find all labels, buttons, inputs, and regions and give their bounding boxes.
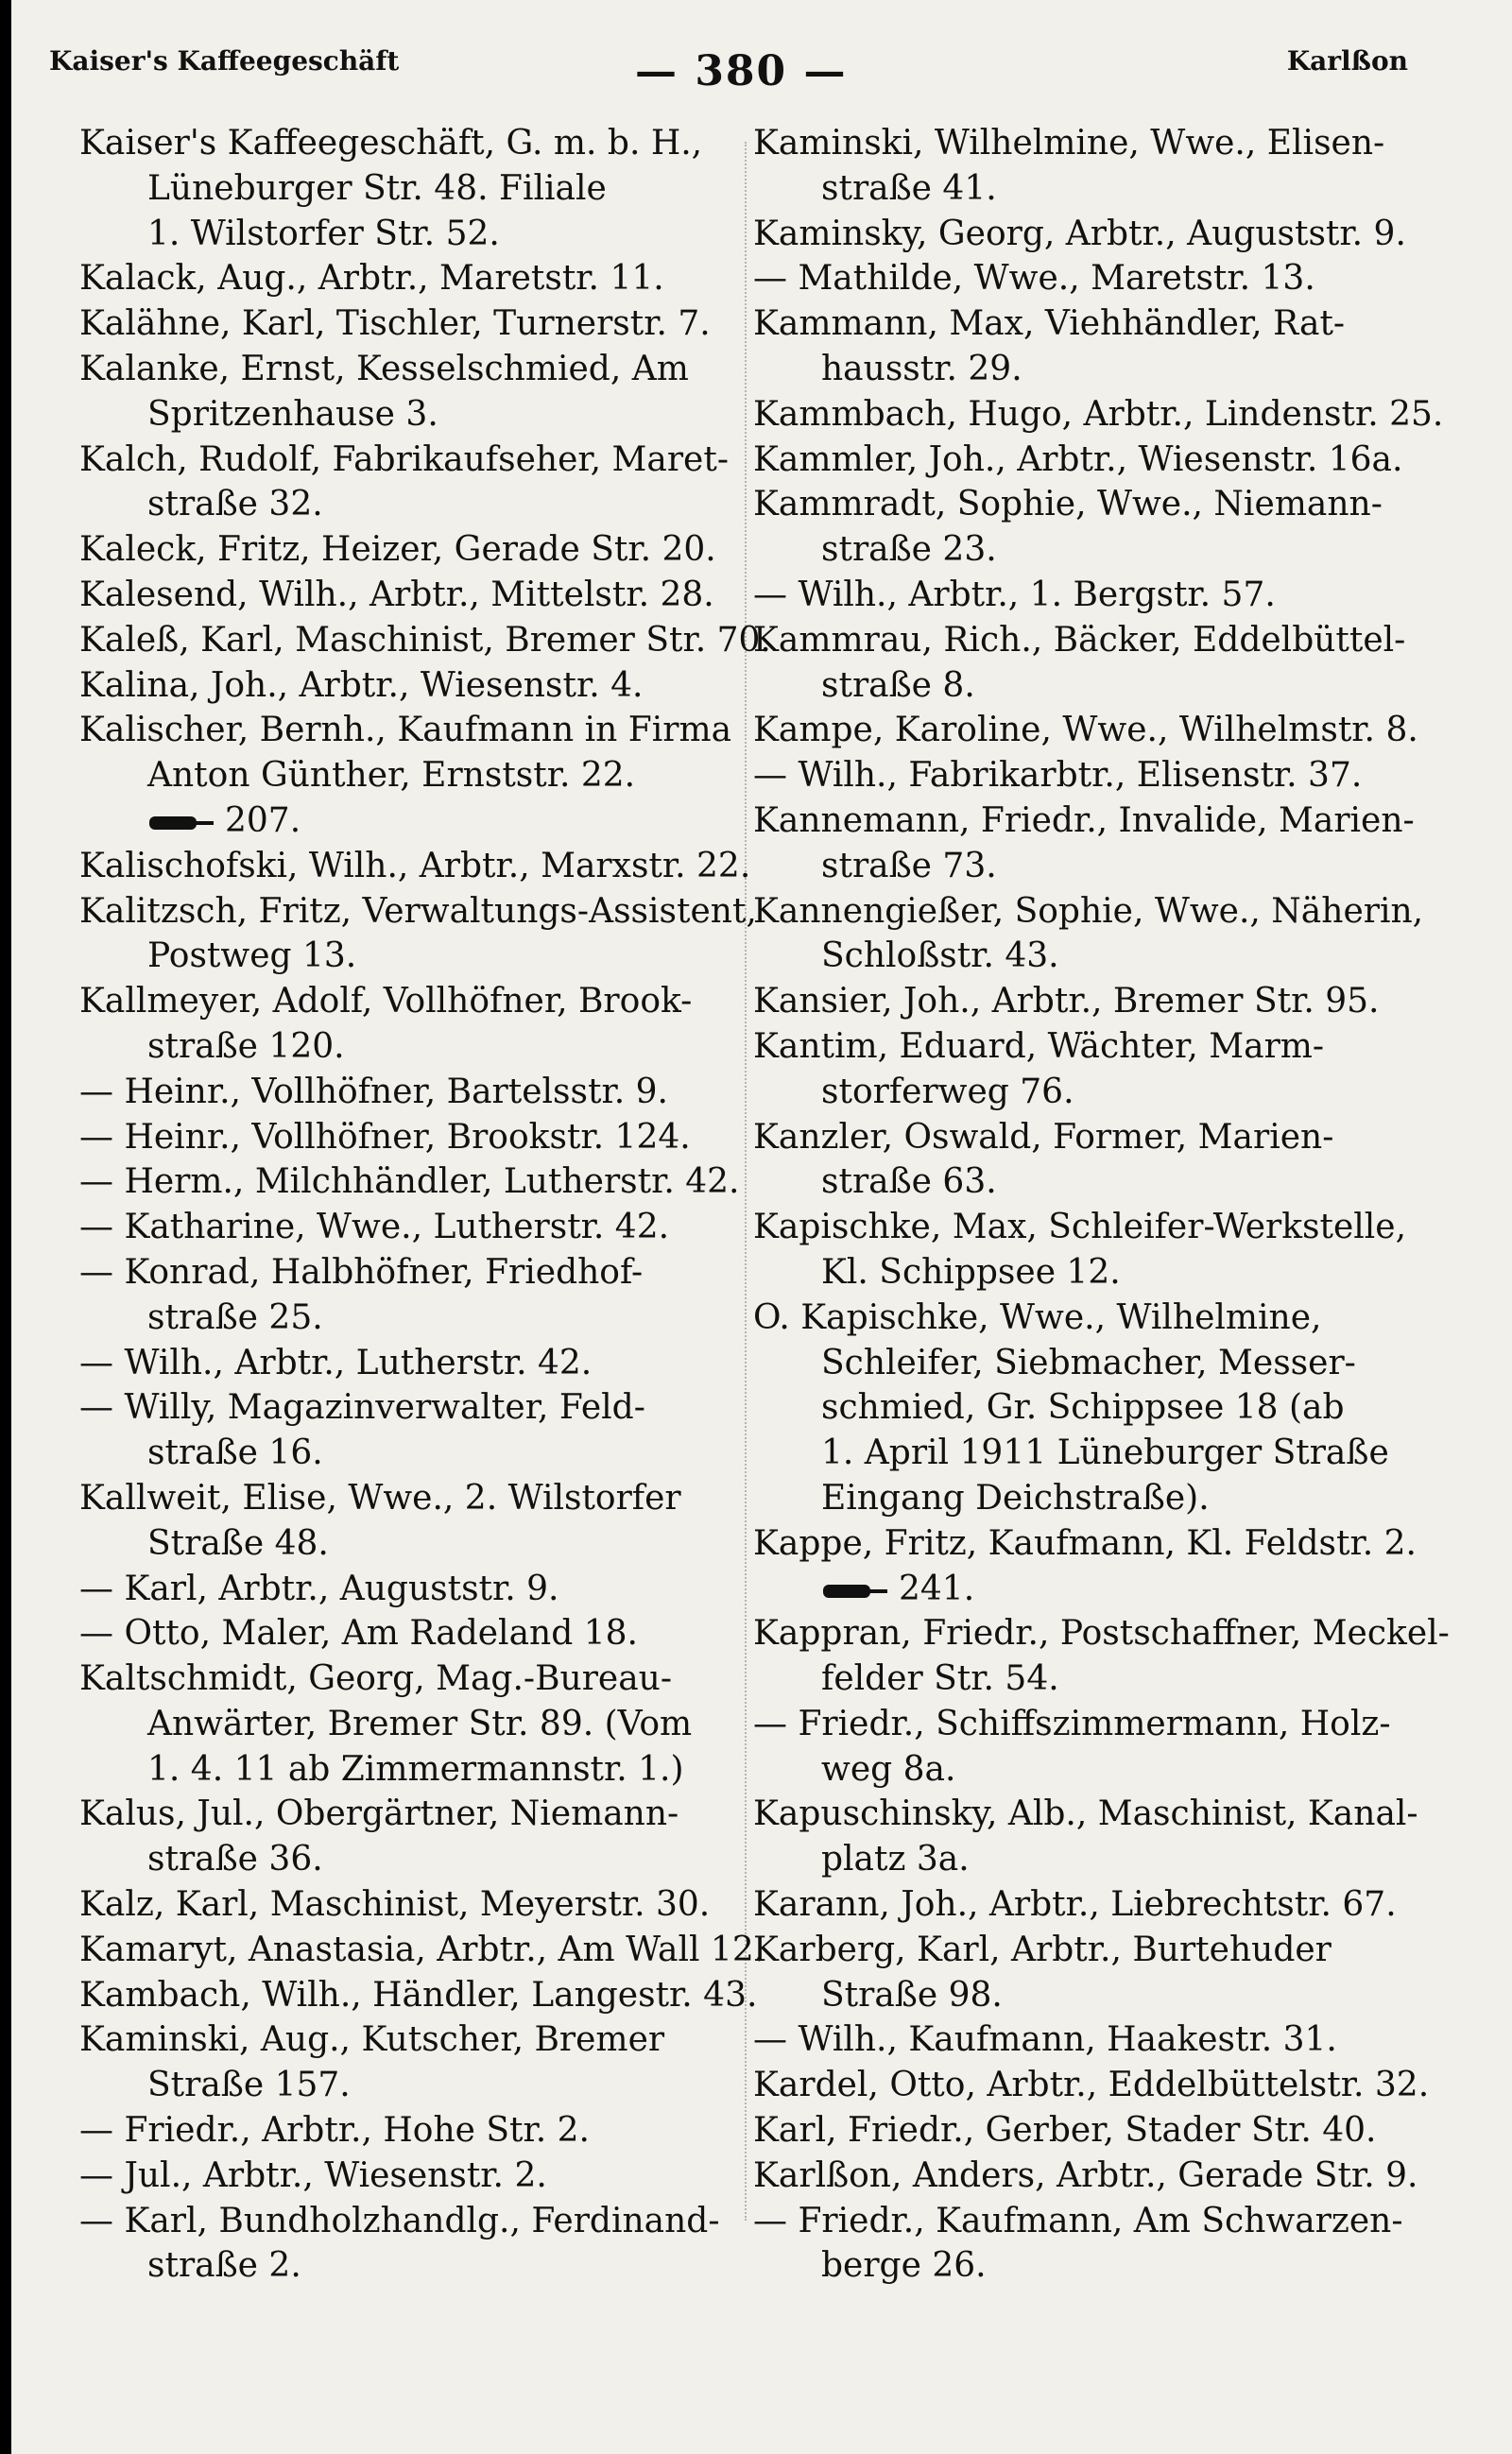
entry-continuation-line [753, 934, 1415, 979]
entry-continuation-line [753, 166, 1415, 212]
entry-text: Kalähne, Karl, Tischler, Turnerstr. 7. [79, 304, 711, 344]
directory-entry-line [79, 1115, 750, 1160]
entry-text: Karberg, Karl, Arbtr., Burtehuder [753, 1930, 1332, 1969]
entry-continuation-line [79, 212, 750, 257]
entry-text: storferweg 76. [821, 1072, 1074, 1111]
entry-text: Schloßstr. 43. [821, 936, 1059, 976]
left-column [79, 121, 771, 2289]
entry-text: Kalina, Joh., Arbtr., Wiesenstr. 4. [79, 665, 644, 705]
entry-continuation-line [753, 1341, 1415, 1386]
entry-text: Kalack, Aug., Arbtr., Maretstr. 11. [79, 259, 664, 299]
entry-text: Kappran, Friedr., Postschaffner, Meckel- [753, 1614, 1450, 1654]
entry-text: 1. 4. 11 ab Zimmermannstr. 1.) [147, 1749, 684, 1789]
directory-entry-line [79, 1476, 750, 1521]
entry-text: Kaiser's Kaffeegeschäft, G. m. b. H., [79, 124, 703, 163]
directory-entry-line [753, 1928, 1415, 1973]
entry-text: — Konrad, Halbhöfner, Friedhof- [79, 1252, 644, 1292]
directory-entry-line [79, 256, 750, 301]
entry-continuation-line [753, 2243, 1415, 2289]
directory-entry-line [753, 1882, 1415, 1928]
entry-text: — Heinr., Vollhöfner, Bartelsstr. 9. [79, 1072, 668, 1111]
entry-text: Karl, Friedr., Gerber, Stader Str. 40. [753, 2111, 1377, 2151]
entry-text: Kalus, Jul., Obergärtner, Niemann- [79, 1794, 679, 1834]
directory-entry-line [753, 798, 1415, 844]
entry-text: Kalischofski, Wilh., Arbtr., Marxstr. 22. [79, 846, 751, 885]
entry-continuation-line [753, 347, 1415, 392]
entry-text: Kardel, Otto, Arbtr., Eddelbüttelstr. 32. [753, 2066, 1430, 2105]
directory-entry-line [79, 1567, 750, 1612]
directory-entry-line [79, 1882, 750, 1928]
entry-continuation-line [79, 798, 750, 844]
directory-entry-line [79, 889, 757, 935]
entry-text: Kansier, Joh., Arbtr., Bremer Str. 95. [753, 982, 1380, 1021]
directory-entry-line [753, 1792, 1418, 1837]
entry-text: straße 25. [147, 1297, 323, 1337]
directory-entry-line [753, 889, 1424, 935]
entry-continuation-line [753, 1070, 1415, 1115]
entry-text: Kammler, Joh., Arbtr., Wiesenstr. 16a. [753, 439, 1403, 479]
running-head-left: Kaiser's Kaffeegeschäft [49, 45, 400, 77]
entry-continuation-line [753, 1159, 1415, 1205]
directory-entry-line [753, 618, 1415, 663]
entry-text: straße 36. [147, 1840, 323, 1879]
entry-text: Kallmeyer, Adolf, Vollhöfner, Brook- [79, 982, 693, 1021]
directory-entry-line [79, 844, 750, 889]
directory-entry-line [79, 2154, 750, 2199]
entry-text: — Friedr., Schiffszimmermann, Holz- [753, 1704, 1391, 1743]
entry-text: Kaminsky, Georg, Arbtr., Auguststr. 9. [753, 214, 1406, 253]
entry-continuation-line [753, 1656, 1415, 1702]
directory-entry-line [753, 482, 1415, 527]
directory-entry-line [753, 2108, 1415, 2154]
entry-text: Kannengießer, Sophie, Wwe., Näherin, [753, 891, 1424, 931]
entry-text: Kl. Schippsee 12. [821, 1252, 1121, 1292]
directory-entry-line [79, 1385, 750, 1431]
entry-text: Kallweit, Elise, Wwe., 2. Wilstorfer [79, 1478, 681, 1518]
directory-entry-line [79, 2017, 750, 2063]
entry-continuation-line [753, 1837, 1415, 1882]
entry-text: — Friedr., Arbtr., Hohe Str. 2. [79, 2111, 590, 2151]
entry-text: Kanzler, Oswald, Former, Marien- [753, 1117, 1334, 1157]
entry-text: Kaminski, Aug., Kutscher, Bremer [79, 2020, 665, 2060]
entry-continuation-line [753, 1747, 1415, 1793]
entry-text: 1. Wilstorfer Str. 52. [147, 214, 500, 253]
entry-text: — Wilh., Arbtr., 1. Bergstr. 57. [753, 575, 1276, 614]
directory-entry-line [753, 392, 1444, 438]
entry-text: weg 8a. [821, 1749, 956, 1789]
entry-text: Kamaryt, Anastasia, Arbtr., Am Wall 12. [79, 1930, 765, 1969]
entry-text: straße 32. [147, 485, 323, 524]
directory-entry-line [79, 2108, 750, 2154]
entry-text: Kaminski, Wilhelmine, Wwe., Elisen- [753, 124, 1385, 163]
directory-entry-line [753, 1024, 1415, 1070]
entry-text: Kalch, Rudolf, Fabrikaufseher, Maret- [79, 439, 729, 479]
directory-entry-line [753, 1521, 1415, 1567]
directory-entry-line [753, 573, 1415, 618]
directory-entry-line [753, 301, 1415, 347]
directory-entry-line [79, 1159, 750, 1205]
entry-text: straße 41. [821, 168, 997, 208]
directory-entry-line [79, 1611, 750, 1656]
directory-entry-line [79, 618, 771, 663]
entry-text: 1. April 1911 Lüneburger Straße [821, 1433, 1389, 1473]
directory-entry-line [79, 1205, 750, 1250]
right-column [753, 121, 1450, 2289]
directory-entry-line [753, 1702, 1415, 1747]
entry-continuation-line [79, 2063, 750, 2108]
directory-entry-line [753, 1296, 1415, 1341]
entry-text: 207. [225, 800, 301, 840]
entry-text: — Wilh., Fabrikarbtr., Elisenstr. 37. [753, 756, 1363, 796]
directory-entry-line [753, 2199, 1415, 2244]
entry-text: Kantim, Eduard, Wächter, Marm- [753, 1026, 1325, 1066]
entry-text: — Otto, Maler, Am Radeland 18. [79, 1614, 638, 1654]
entry-text: Straße 48. [147, 1523, 329, 1563]
entry-text: Postweg 13. [147, 936, 357, 976]
entry-text: — Mathilde, Wwe., Maretstr. 13. [753, 259, 1315, 299]
entry-text: Kannemann, Friedr., Invalide, Marien- [753, 800, 1415, 840]
entry-continuation-line [79, 1431, 750, 1476]
entry-text: O. Kapischke, Wwe., Wilhelmine, [753, 1297, 1322, 1337]
entry-text: Anwärter, Bremer Str. 89. (Vom [147, 1704, 693, 1743]
entry-continuation-line [79, 2243, 750, 2289]
entry-text: Karlßon, Anders, Arbtr., Gerade Str. 9. [753, 2155, 1418, 2195]
entry-continuation-line [79, 753, 750, 798]
entry-continuation-line [753, 844, 1415, 889]
entry-text: straße 63. [821, 1162, 997, 1202]
entry-text: Straße 98. [821, 1975, 1003, 2015]
directory-entry-line [753, 979, 1415, 1024]
entry-continuation-line [753, 1567, 1415, 1612]
directory-entry-line [79, 573, 750, 618]
entry-text: Anton Günther, Ernststr. 22. [147, 756, 636, 796]
entry-text: Lüneburger Str. 48. Filiale [147, 168, 607, 208]
directory-entry-line [79, 1250, 750, 1296]
directory-entry-line [79, 1656, 750, 1702]
directory-entry-line [79, 438, 750, 483]
entry-text: berge 26. [821, 2246, 987, 2286]
entry-text: Kampe, Karoline, Wwe., Wilhelmstr. 8. [753, 711, 1418, 750]
telephone-icon [147, 811, 215, 835]
directory-entry-line [79, 527, 750, 573]
entry-text: Kalanke, Ernst, Kesselschmied, Am [79, 349, 689, 388]
entry-continuation-line [753, 1250, 1415, 1296]
entry-text: — Karl, Arbtr., Auguststr. 9. [79, 1569, 559, 1608]
entry-text: Kammann, Max, Viehhändler, Rat- [753, 304, 1346, 344]
directory-entry-line [79, 708, 750, 753]
entry-continuation-line [79, 1747, 750, 1793]
entry-text: — Jul., Arbtr., Wiesenstr. 2. [79, 2155, 547, 2195]
entry-text: Kambach, Wilh., Händler, Langestr. 43. [79, 1975, 758, 2015]
entry-text: straße 2. [147, 2246, 301, 2286]
directory-entry-line [753, 1205, 1415, 1250]
entry-continuation-line [79, 392, 750, 438]
entry-continuation-line [79, 1521, 750, 1567]
entry-text: Kapischke, Max, Schleifer-Werkstelle, [753, 1208, 1407, 1247]
entry-text: — Wilh., Kaufmann, Haakestr. 31. [753, 2020, 1337, 2060]
entry-text: felder Str. 54. [821, 1659, 1059, 1699]
entry-text: straße 120. [147, 1026, 345, 1066]
entry-continuation-line [79, 166, 750, 212]
entry-text: hausstr. 29. [821, 349, 1022, 388]
entry-text: platz 3a. [821, 1840, 970, 1879]
directory-entry-line [79, 121, 750, 166]
entry-text: Karann, Joh., Arbtr., Liebrechtstr. 67. [753, 1885, 1397, 1925]
entry-text: straße 16. [147, 1433, 323, 1473]
entry-text: — Katharine, Wwe., Lutherstr. 42. [79, 1208, 670, 1247]
directory-entry-line [753, 1611, 1450, 1656]
entry-text: Kalesend, Wilh., Arbtr., Mittelstr. 28. [79, 575, 714, 614]
entry-continuation-line [753, 1431, 1415, 1476]
directory-entry-line [753, 212, 1415, 257]
directory-entry-line [79, 2199, 750, 2244]
directory-entry-line [79, 301, 750, 347]
entry-continuation-line [79, 1837, 750, 1882]
directory-entry-line [753, 708, 1418, 753]
directory-entry-line [79, 979, 750, 1024]
entry-text: — Herm., Milchhändler, Lutherstr. 42. [79, 1162, 740, 1202]
directory-entry-line [79, 1070, 750, 1115]
directory-entry-line [753, 2017, 1415, 2063]
entry-continuation-line [753, 1973, 1415, 2018]
entry-text: Kalz, Karl, Maschinist, Meyerstr. 30. [79, 1885, 711, 1925]
directory-entry-line [753, 256, 1415, 301]
entry-text: Kapuschinsky, Alb., Maschinist, Kanal- [753, 1794, 1418, 1834]
entry-text: Kammradt, Sophie, Wwe., Niemann- [753, 485, 1383, 524]
entry-text: Kaleß, Karl, Maschinist, Bremer Str. 70. [79, 620, 771, 660]
directory-entry-line [753, 1115, 1415, 1160]
entry-text: — Friedr., Kaufmann, Am Schwarzen- [753, 2201, 1403, 2240]
page-number: — 380 — [635, 47, 848, 95]
entry-text: straße 8. [821, 665, 975, 705]
entry-text: straße 23. [821, 530, 997, 570]
entry-continuation-line [79, 1296, 750, 1341]
entry-continuation-line [753, 663, 1415, 709]
entry-text: Eingang Deichstraße). [821, 1478, 1210, 1518]
directory-entry-line [79, 1928, 765, 1973]
entry-text: 241. [899, 1569, 975, 1608]
directory-entry-line [753, 753, 1415, 798]
entry-text: — Wilh., Arbtr., Lutherstr. 42. [79, 1343, 593, 1382]
directory-entry-line [753, 2063, 1430, 2108]
entry-text: Spritzenhause 3. [147, 394, 438, 434]
entry-text: Kaltschmidt, Georg, Mag.-Bureau- [79, 1659, 673, 1699]
entry-text: — Karl, Bundholzhandlg., Ferdinand- [79, 2201, 720, 2240]
running-head [11, 28, 1512, 94]
entry-text: Kalitzsch, Fritz, Verwaltungs-Assistent, [79, 891, 757, 931]
entry-text: schmied, Gr. Schippsee 18 (ab [821, 1388, 1345, 1428]
directory-entry-line [79, 1973, 758, 2018]
entry-continuation-line [79, 482, 750, 527]
directory-entry-line [753, 2154, 1418, 2199]
directory-entry-line [753, 121, 1415, 166]
directory-entry-line [79, 347, 750, 392]
directory-entry-line [79, 1341, 750, 1386]
directory-entry-line [79, 663, 750, 709]
entry-text: straße 73. [821, 846, 997, 885]
telephone-icon [821, 1579, 889, 1604]
entry-text: Schleifer, Siebmacher, Messer- [821, 1343, 1356, 1382]
entry-continuation-line [753, 527, 1415, 573]
entry-text: Kammbach, Hugo, Arbtr., Lindenstr. 25. [753, 394, 1444, 434]
directory-entry-line [79, 1792, 750, 1837]
entry-text: Kappe, Fritz, Kaufmann, Kl. Feldstr. 2. [753, 1523, 1417, 1563]
entry-text: Kammrau, Rich., Bäcker, Eddelbüttel- [753, 620, 1406, 660]
entry-continuation-line [753, 1385, 1415, 1431]
entry-text: — Willy, Magazinverwalter, Feld- [79, 1388, 645, 1428]
directory-entry-line [753, 438, 1415, 483]
entry-text: Kalischer, Bernh., Kaufmann in Firma [79, 711, 732, 750]
running-head-right: Karlßon [1286, 45, 1408, 77]
entry-continuation-line [753, 1476, 1415, 1521]
entry-continuation-line [79, 1024, 750, 1070]
entry-text: — Heinr., Vollhöfner, Brookstr. 124. [79, 1117, 691, 1157]
entry-text: Kaleck, Fritz, Heizer, Gerade Str. 20. [79, 530, 716, 570]
directory-page [11, 0, 1512, 2454]
entry-continuation-line [79, 934, 750, 979]
entry-text: Straße 157. [147, 2066, 351, 2105]
entry-continuation-line [79, 1702, 750, 1747]
